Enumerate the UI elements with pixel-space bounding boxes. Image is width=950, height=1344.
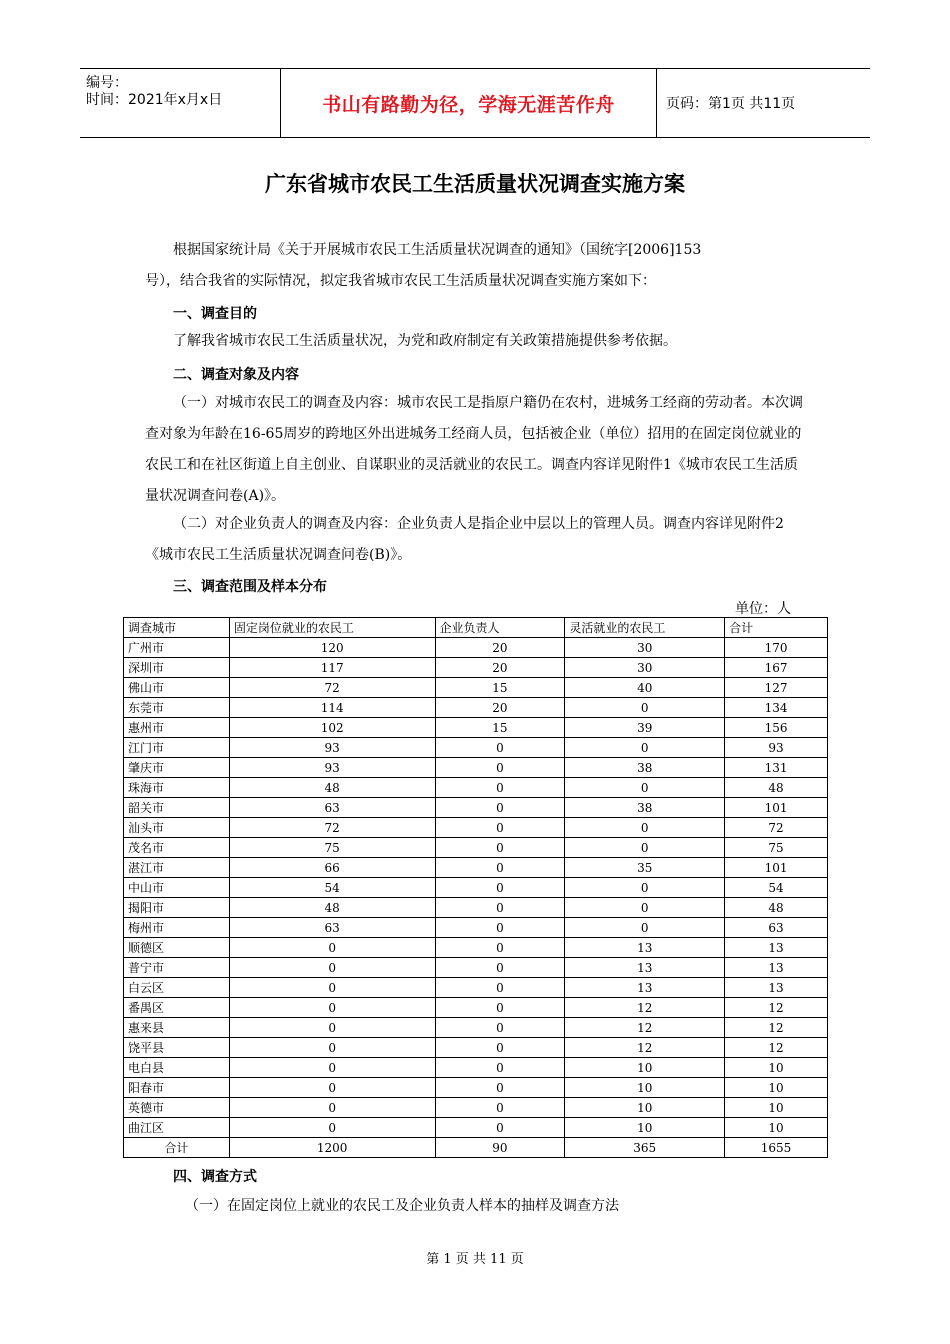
city-cell: 番禺区 bbox=[124, 998, 230, 1018]
section-4-heading: 四、调查方式 bbox=[173, 1169, 257, 1185]
value-cell: 0 bbox=[229, 1078, 435, 1098]
value-cell: 0 bbox=[229, 1098, 435, 1118]
value-cell: 15 bbox=[435, 678, 565, 698]
city-cell: 惠来县 bbox=[124, 1018, 230, 1038]
table-row bbox=[124, 1098, 828, 1118]
value-cell: 13 bbox=[725, 958, 828, 978]
value-cell: 0 bbox=[435, 878, 565, 898]
value-cell: 63 bbox=[725, 918, 828, 938]
value-cell: 0 bbox=[229, 958, 435, 978]
value-cell: 13 bbox=[565, 978, 725, 998]
city-cell: 肇庆市 bbox=[124, 758, 230, 778]
table-row bbox=[124, 958, 828, 978]
value-cell: 0 bbox=[435, 998, 565, 1018]
table-row bbox=[124, 898, 828, 918]
value-cell: 39 bbox=[565, 718, 725, 738]
column-header: 固定岗位就业的农民工 bbox=[229, 618, 435, 638]
section-2-item-1-text: （一）对城市农民工的调查及内容：城市农民工是指原户籍仍在农村，进城务工经商的劳动者。本次调查对象为年龄在16-65周岁的跨地区外出进城务工经商人员，包括被企业（单位）招用的在固定岗位就业的农民工和在社区街道上自主创业、自谋职业的灵活就业的农民工。调查内容详见附件1《城市农民工生活质量状况调查问卷(A)》。 bbox=[145, 395, 803, 504]
value-cell: 0 bbox=[435, 1098, 565, 1118]
value-cell: 0 bbox=[565, 838, 725, 858]
value-cell: 10 bbox=[565, 1098, 725, 1118]
value-cell: 12 bbox=[725, 1018, 828, 1038]
value-cell: 10 bbox=[725, 1078, 828, 1098]
value-cell: 0 bbox=[435, 838, 565, 858]
table-row bbox=[124, 678, 828, 698]
value-cell: 0 bbox=[435, 818, 565, 838]
table-row bbox=[124, 1018, 828, 1038]
value-cell: 0 bbox=[435, 1038, 565, 1058]
table-row bbox=[124, 918, 828, 938]
city-cell: 普宁市 bbox=[124, 958, 230, 978]
value-cell: 0 bbox=[229, 1038, 435, 1058]
value-cell: 13 bbox=[725, 938, 828, 958]
value-cell: 12 bbox=[565, 1038, 725, 1058]
value-cell: 15 bbox=[435, 718, 565, 738]
value-cell: 48 bbox=[725, 898, 828, 918]
page-footer: 第 1 页 共 11 页 bbox=[426, 1252, 524, 1267]
value-cell: 0 bbox=[435, 978, 565, 998]
city-cell: 广州市 bbox=[124, 638, 230, 658]
value-cell: 12 bbox=[565, 1018, 725, 1038]
value-cell: 0 bbox=[229, 938, 435, 958]
value-cell: 12 bbox=[565, 998, 725, 1018]
value-cell: 0 bbox=[565, 698, 725, 718]
value-cell: 13 bbox=[565, 938, 725, 958]
city-cell: 江门市 bbox=[124, 738, 230, 758]
value-cell: 127 bbox=[725, 678, 828, 698]
value-cell: 72 bbox=[229, 678, 435, 698]
sample-distribution-table bbox=[123, 617, 828, 1158]
value-cell: 13 bbox=[725, 978, 828, 998]
city-cell: 揭阳市 bbox=[124, 898, 230, 918]
value-cell: 10 bbox=[725, 1118, 828, 1138]
value-cell: 10 bbox=[725, 1058, 828, 1078]
column-header: 调查城市 bbox=[124, 618, 230, 638]
table-row bbox=[124, 998, 828, 1018]
value-cell: 0 bbox=[435, 1078, 565, 1098]
table-row bbox=[124, 658, 828, 678]
header-motto: 书山有路勤为径，学海无涯苦作舟 bbox=[280, 69, 657, 137]
value-cell: 10 bbox=[565, 1078, 725, 1098]
value-cell: 0 bbox=[435, 958, 565, 978]
table-unit-label: 单位：人 bbox=[735, 601, 791, 617]
table-body bbox=[124, 638, 828, 1158]
value-cell: 63 bbox=[229, 798, 435, 818]
table-row bbox=[124, 738, 828, 758]
value-cell: 54 bbox=[725, 878, 828, 898]
document-date: 时间：2021年x月x日 bbox=[86, 92, 223, 108]
value-cell: 0 bbox=[435, 798, 565, 818]
table-row bbox=[124, 1038, 828, 1058]
value-cell: 101 bbox=[725, 798, 828, 818]
table-header-row bbox=[124, 618, 828, 638]
value-cell: 0 bbox=[229, 1118, 435, 1138]
value-cell: 40 bbox=[565, 678, 725, 698]
value-cell: 72 bbox=[229, 818, 435, 838]
total-value-cell: 1200 bbox=[229, 1138, 435, 1158]
section-4-item-1-text: （一）在固定岗位上就业的农民工及企业负责人样本的抽样及调查方法 bbox=[185, 1198, 619, 1214]
table-row bbox=[124, 978, 828, 998]
value-cell: 35 bbox=[565, 858, 725, 878]
value-cell: 75 bbox=[229, 838, 435, 858]
value-cell: 10 bbox=[565, 1058, 725, 1078]
city-cell: 惠州市 bbox=[124, 718, 230, 738]
value-cell: 156 bbox=[725, 718, 828, 738]
total-value-cell: 1655 bbox=[725, 1138, 828, 1158]
value-cell: 13 bbox=[565, 958, 725, 978]
value-cell: 131 bbox=[725, 758, 828, 778]
table-row bbox=[124, 758, 828, 778]
total-value-cell: 90 bbox=[435, 1138, 565, 1158]
table-row bbox=[124, 698, 828, 718]
value-cell: 38 bbox=[565, 758, 725, 778]
city-cell: 珠海市 bbox=[124, 778, 230, 798]
header-page-info: 页码：第1页 共11页 bbox=[666, 96, 796, 112]
value-cell: 0 bbox=[565, 738, 725, 758]
value-cell: 120 bbox=[229, 638, 435, 658]
table-row bbox=[124, 638, 828, 658]
table-row bbox=[124, 778, 828, 798]
section-2-item-2-text: （二）对企业负责人的调查及内容：企业负责人是指企业中层以上的管理人员。调查内容详见附件2《城市农民工生活质量状况调查问卷(B)》。 bbox=[145, 516, 784, 563]
value-cell: 167 bbox=[725, 658, 828, 678]
value-cell: 0 bbox=[565, 918, 725, 938]
city-cell: 顺德区 bbox=[124, 938, 230, 958]
value-cell: 114 bbox=[229, 698, 435, 718]
value-cell: 0 bbox=[229, 978, 435, 998]
value-cell: 48 bbox=[229, 778, 435, 798]
value-cell: 10 bbox=[565, 1118, 725, 1138]
value-cell: 72 bbox=[725, 818, 828, 838]
city-cell: 深圳市 bbox=[124, 658, 230, 678]
page-header bbox=[80, 68, 870, 138]
city-cell: 阳春市 bbox=[124, 1078, 230, 1098]
value-cell: 134 bbox=[725, 698, 828, 718]
value-cell: 12 bbox=[725, 1038, 828, 1058]
intro-line-2: 号），结合我省的实际情况，拟定我省城市农民工生活质量状况调查实施方案如下： bbox=[145, 273, 656, 289]
value-cell: 93 bbox=[229, 738, 435, 758]
value-cell: 117 bbox=[229, 658, 435, 678]
value-cell: 30 bbox=[565, 638, 725, 658]
value-cell: 63 bbox=[229, 918, 435, 938]
city-cell: 湛江市 bbox=[124, 858, 230, 878]
value-cell: 0 bbox=[435, 778, 565, 798]
table-row bbox=[124, 1058, 828, 1078]
table-row bbox=[124, 938, 828, 958]
city-cell: 英德市 bbox=[124, 1098, 230, 1118]
city-cell: 东莞市 bbox=[124, 698, 230, 718]
city-cell: 梅州市 bbox=[124, 918, 230, 938]
value-cell: 0 bbox=[229, 998, 435, 1018]
table-row bbox=[124, 838, 828, 858]
value-cell: 0 bbox=[565, 878, 725, 898]
value-cell: 0 bbox=[229, 1058, 435, 1078]
value-cell: 0 bbox=[435, 938, 565, 958]
intro-paragraph bbox=[145, 235, 805, 297]
header-meta bbox=[80, 69, 280, 137]
intro-line-1: 根据国家统计局《关于开展城市农民工生活质量状况调查的通知》（国统字[2006]153 bbox=[173, 242, 702, 258]
city-cell: 韶关市 bbox=[124, 798, 230, 818]
section-1-paragraph bbox=[145, 326, 805, 357]
city-cell: 曲江区 bbox=[124, 1118, 230, 1138]
value-cell: 0 bbox=[565, 778, 725, 798]
total-value-cell: 365 bbox=[565, 1138, 725, 1158]
value-cell: 0 bbox=[435, 758, 565, 778]
value-cell: 54 bbox=[229, 878, 435, 898]
value-cell: 0 bbox=[565, 818, 725, 838]
section-2-item-2 bbox=[145, 509, 805, 571]
value-cell: 0 bbox=[229, 1018, 435, 1038]
value-cell: 0 bbox=[435, 738, 565, 758]
section-4-item-1 bbox=[185, 1191, 845, 1222]
table-row bbox=[124, 718, 828, 738]
value-cell: 48 bbox=[725, 778, 828, 798]
value-cell: 12 bbox=[725, 998, 828, 1018]
column-header: 企业负责人 bbox=[435, 618, 565, 638]
value-cell: 38 bbox=[565, 798, 725, 818]
table-row bbox=[124, 1118, 828, 1138]
value-cell: 170 bbox=[725, 638, 828, 658]
value-cell: 48 bbox=[229, 898, 435, 918]
table-row bbox=[124, 858, 828, 878]
section-3-heading: 三、调查范围及样本分布 bbox=[173, 579, 327, 595]
section-1-text: 了解我省城市农民工生活质量状况，为党和政府制定有关政策措施提供参考依据。 bbox=[173, 333, 677, 349]
value-cell: 20 bbox=[435, 658, 565, 678]
value-cell: 0 bbox=[435, 1018, 565, 1038]
value-cell: 20 bbox=[435, 638, 565, 658]
section-2-item-1 bbox=[145, 388, 805, 512]
column-header: 灵活就业的农民工 bbox=[565, 618, 725, 638]
value-cell: 101 bbox=[725, 858, 828, 878]
table-row bbox=[124, 818, 828, 838]
total-label-cell: 合计 bbox=[124, 1138, 230, 1158]
section-2-heading: 二、调查对象及内容 bbox=[173, 367, 299, 383]
value-cell: 0 bbox=[435, 1118, 565, 1138]
value-cell: 30 bbox=[565, 658, 725, 678]
city-cell: 电白县 bbox=[124, 1058, 230, 1078]
city-cell: 中山市 bbox=[124, 878, 230, 898]
value-cell: 0 bbox=[435, 1058, 565, 1078]
value-cell: 93 bbox=[725, 738, 828, 758]
value-cell: 0 bbox=[435, 858, 565, 878]
table-row bbox=[124, 1078, 828, 1098]
city-cell: 白云区 bbox=[124, 978, 230, 998]
table-row bbox=[124, 798, 828, 818]
value-cell: 10 bbox=[725, 1098, 828, 1118]
city-cell: 汕头市 bbox=[124, 818, 230, 838]
document-number-label: 编号： bbox=[86, 75, 128, 91]
value-cell: 93 bbox=[229, 758, 435, 778]
table-total-row bbox=[124, 1138, 828, 1158]
value-cell: 75 bbox=[725, 838, 828, 858]
value-cell: 0 bbox=[435, 918, 565, 938]
city-cell: 茂名市 bbox=[124, 838, 230, 858]
value-cell: 0 bbox=[565, 898, 725, 918]
value-cell: 0 bbox=[435, 898, 565, 918]
table-row bbox=[124, 878, 828, 898]
city-cell: 饶平县 bbox=[124, 1038, 230, 1058]
document-title: 广东省城市农民工生活质量状况调查实施方案 bbox=[265, 172, 685, 196]
column-header: 合计 bbox=[725, 618, 828, 638]
city-cell: 佛山市 bbox=[124, 678, 230, 698]
value-cell: 66 bbox=[229, 858, 435, 878]
value-cell: 102 bbox=[229, 718, 435, 738]
section-1-heading: 一、调查目的 bbox=[173, 306, 257, 322]
value-cell: 20 bbox=[435, 698, 565, 718]
